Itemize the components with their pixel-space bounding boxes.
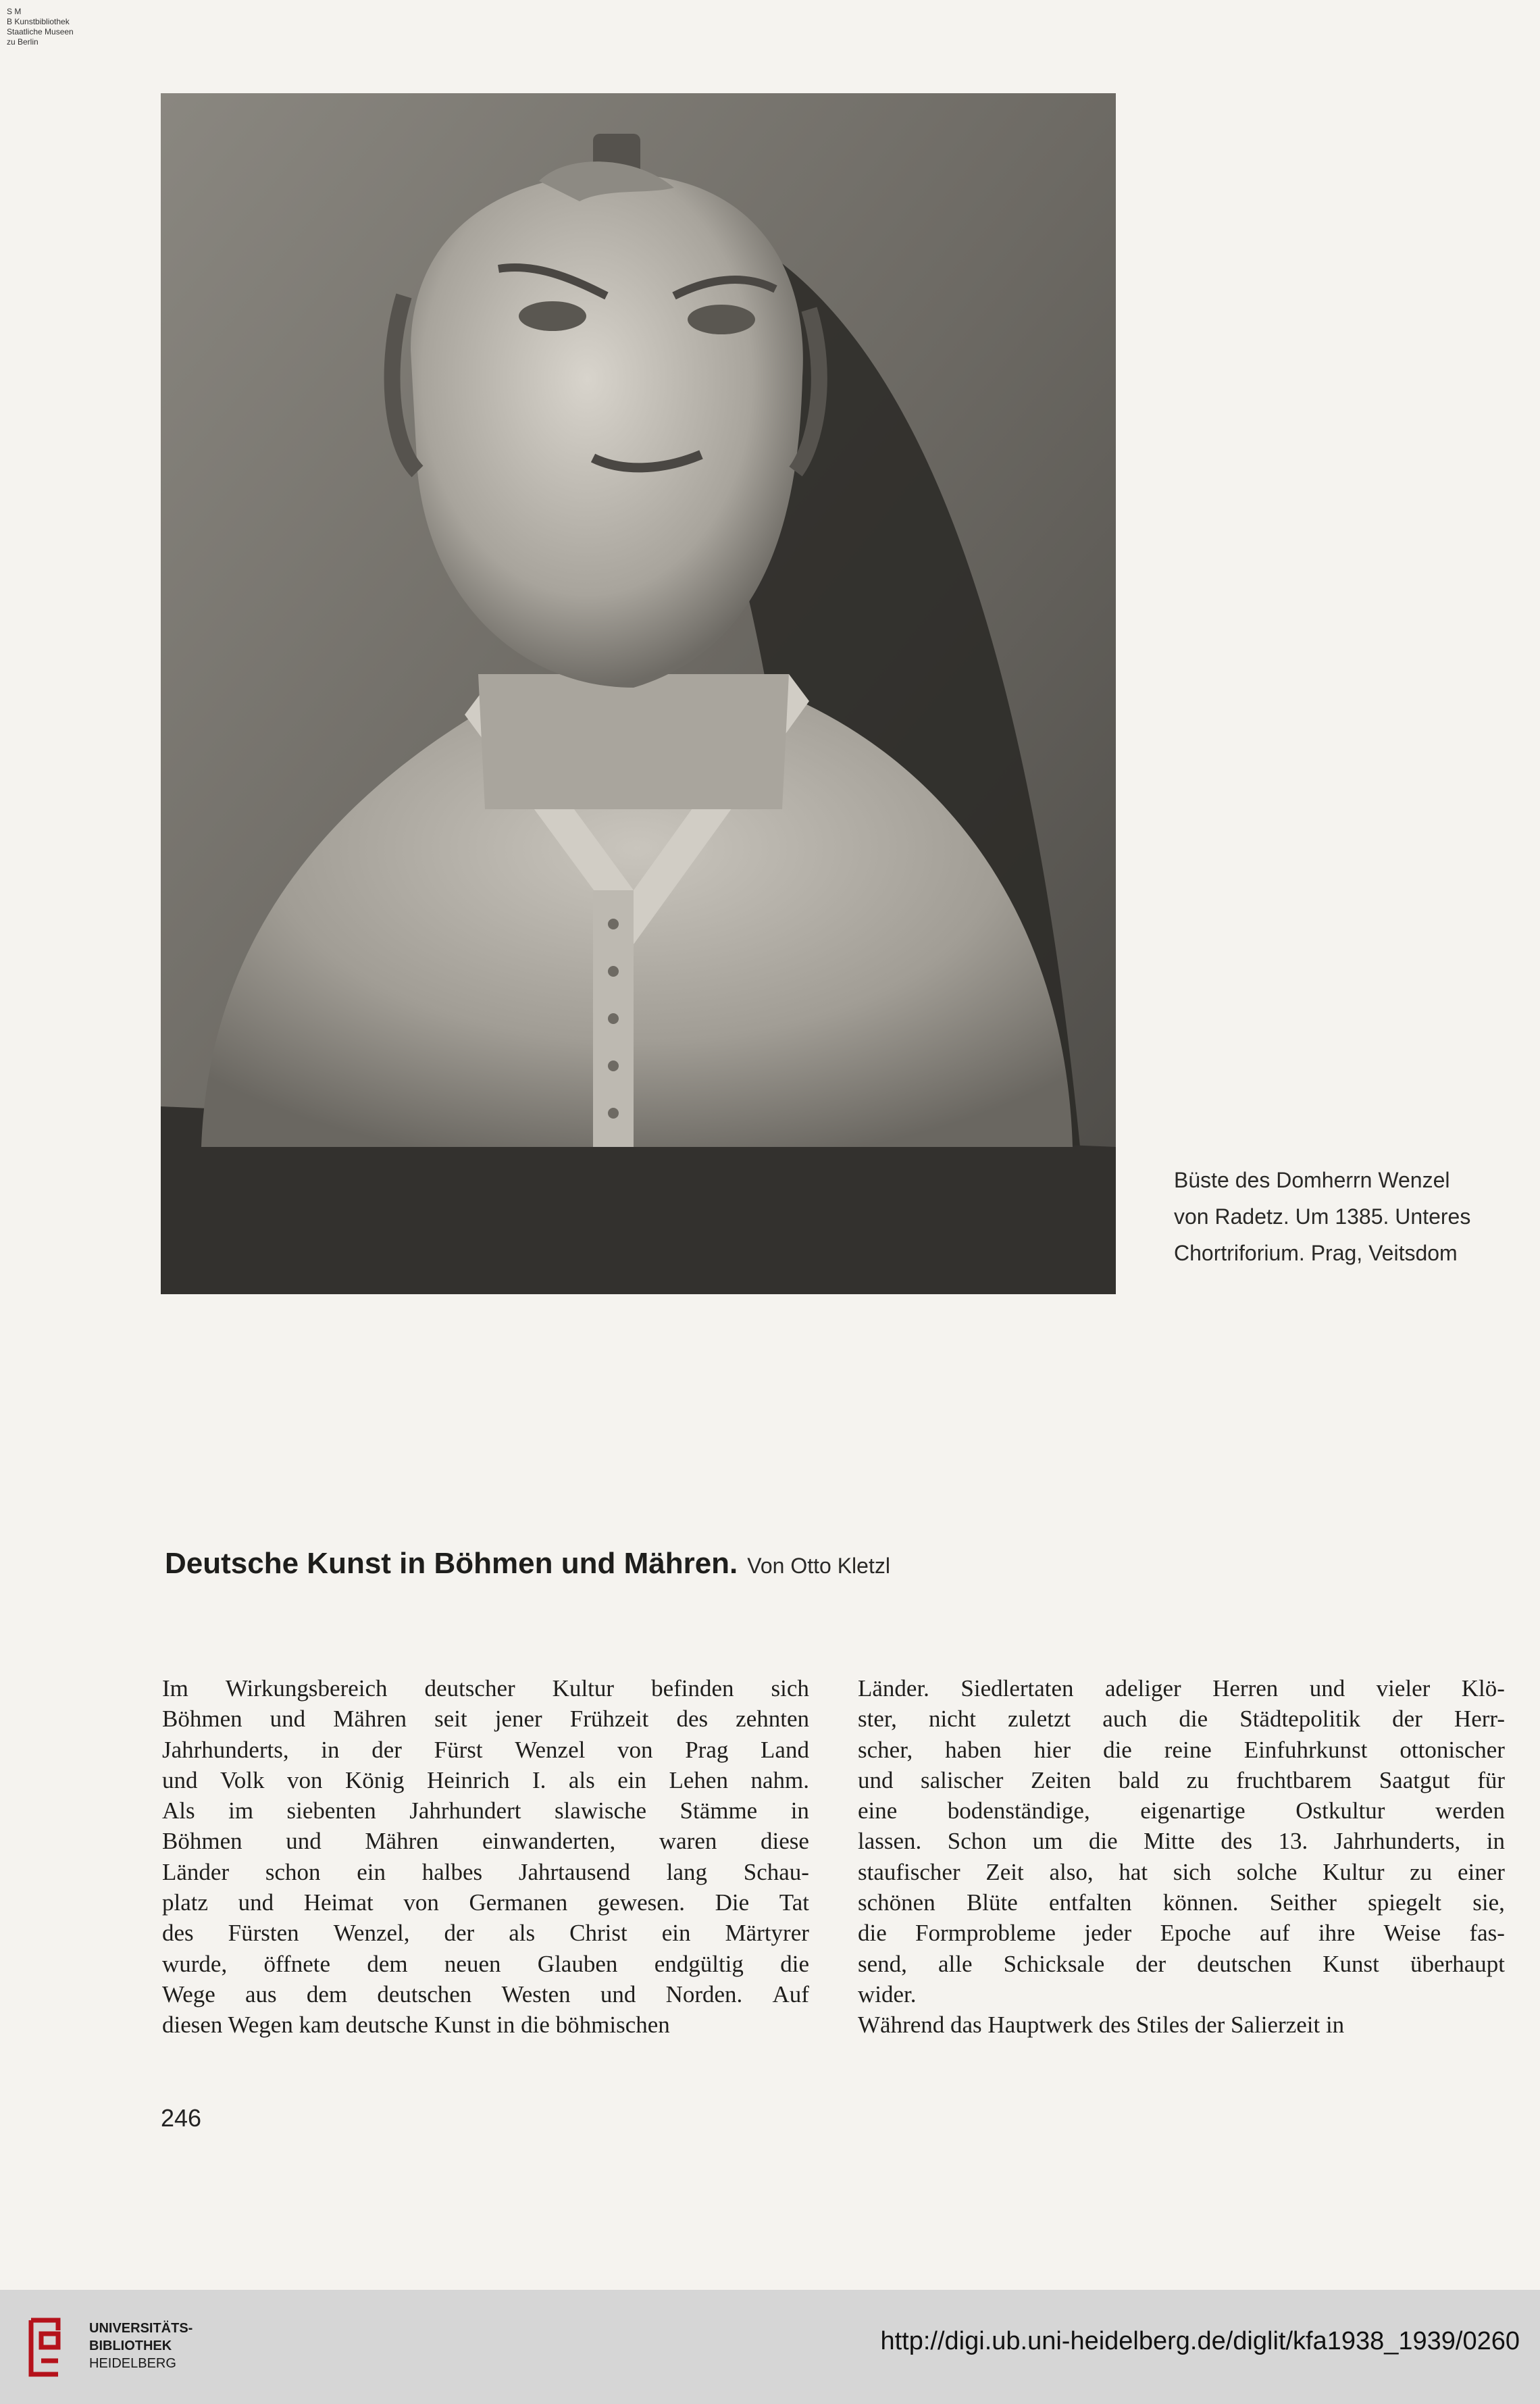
word: Wenzel [515,1736,586,1763]
word: Westen [501,1980,571,2007]
text-line [162,1887,809,1918]
word: können. [1162,1889,1239,1916]
word: und [238,1889,274,1916]
text-line [162,1704,809,1734]
word: ein [357,1858,386,1885]
word: haben [945,1736,1002,1763]
text-line [858,1979,1505,2010]
university-library-logo-icon [18,2310,72,2384]
word: ster, [858,1706,897,1733]
word: fas- [1469,1920,1505,1947]
word: sich [1173,1858,1212,1885]
word: Norden. [665,1980,743,2007]
text-line [162,1795,809,1826]
word: des [1221,1828,1253,1855]
word: Böhmen [162,1706,242,1733]
article-heading [165,1547,890,1581]
word: in [1486,1828,1505,1855]
word: diese [761,1828,809,1855]
library-name-line: HEIDELBERG [89,2356,176,2371]
word: Böhmen [162,1828,242,1855]
word: wider. [858,1980,917,2007]
word: Heimat [303,1889,374,1916]
text-column-left [162,1673,809,2041]
word: und [286,1828,322,1855]
word: Märtyrer [725,1920,809,1947]
word: Jahrhundert [409,1797,521,1824]
word: schönen [858,1889,935,1916]
word: und [1309,1675,1345,1702]
word: sie, [1472,1889,1505,1916]
word: werden [1435,1797,1505,1824]
word: Lehen [669,1766,728,1793]
text-line [858,1857,1505,1887]
word: Einfuhrkunst [1243,1736,1368,1763]
text-line [162,1735,809,1765]
word: von [287,1766,323,1793]
word: und [162,1766,198,1793]
word: Christ [569,1920,627,1947]
word: als [568,1766,595,1793]
text-line [162,1949,809,1979]
word: bodenständige, [947,1797,1090,1824]
word: Städtepolitik [1239,1706,1361,1733]
word: im [228,1797,254,1824]
word: nahm. [750,1766,809,1793]
word: Zeiten [1030,1766,1092,1793]
figure-caption [1174,1162,1525,1271]
word: lang [666,1858,708,1885]
word: die [1088,1828,1118,1855]
library-name-line: BIBLIOTHEK [89,2338,172,2353]
word: jener [494,1706,542,1733]
word: alle [938,1950,973,1977]
text-line [858,1918,1505,1948]
word: Wege [162,1980,215,2007]
word: sich [771,1675,809,1702]
bust-photograph [161,93,1116,1294]
word: platz [162,1889,209,1916]
word: auch [1102,1706,1148,1733]
word: einwanderten, [482,1828,616,1855]
library-name [89,2320,192,2372]
word: der [1135,1950,1166,1977]
word: zu [1410,1858,1433,1885]
text-line [858,2010,1505,2040]
bust-photograph-image [161,93,1116,1294]
text-line [162,1857,809,1887]
word: endgültig [654,1950,744,1977]
word: schon [265,1858,321,1885]
word: siebenten [286,1797,376,1824]
text-line [858,1735,1505,1765]
caption-line: Chortriforium. Prag, Veitsdom [1174,1241,1458,1265]
word: die [858,1920,887,1947]
word: Heinrich [427,1766,510,1793]
word: Formprobleme [915,1920,1056,1947]
word: Ostkultur [1295,1797,1385,1824]
word: des [676,1706,709,1733]
word: der [1392,1706,1422,1733]
word: Glauben [537,1950,618,1977]
word: zehnten [736,1706,809,1733]
text-line [858,1673,1505,1704]
word: Stämme [679,1797,758,1824]
word: Herr- [1454,1706,1505,1733]
word: nicht [928,1706,976,1733]
text-line [858,1704,1505,1734]
word: aus [245,1980,277,2007]
word: die [1179,1706,1208,1733]
word: Blüte [966,1889,1018,1916]
word: Volk [220,1766,265,1793]
word: Mähren [333,1706,407,1733]
text-line [162,1918,809,1948]
word: slawische [554,1797,647,1824]
stamp-line: zu Berlin [7,37,38,47]
page-number: 246 [161,2104,202,2132]
word: die [1103,1736,1132,1763]
caption-line: von Radetz. Um 1385. Unteres [1174,1204,1471,1229]
word: eigenartige [1140,1797,1246,1824]
word: ein [661,1920,691,1947]
word: der [444,1920,475,1947]
word: gewesen. [597,1889,686,1916]
text-line [858,1949,1505,1979]
word: I. [532,1766,546,1793]
word: staufischer [858,1858,960,1885]
word: bald [1118,1766,1160,1793]
source-url[interactable]: http://digi.ub.uni-heidelberg.de/diglit/kfa1938_1939/0260 [880,2327,1520,2355]
text-column-right [858,1673,1505,2041]
word: Schicksale [1003,1950,1105,1977]
word: Länder [162,1858,230,1885]
word: Klö- [1461,1675,1505,1702]
word: der [371,1736,402,1763]
word: Tat [779,1889,809,1916]
word: reine [1164,1736,1212,1763]
word: Jahrtausend [518,1858,631,1885]
word: Jahrhunderts, [162,1736,289,1763]
word: deutschen [1197,1950,1292,1977]
word: eine [858,1797,898,1824]
word: deutschen [377,1980,472,2007]
text-line [162,1826,809,1856]
word: in [321,1736,340,1763]
word: Herren [1212,1675,1279,1702]
text-line [858,1765,1505,1795]
word: 13. [1278,1828,1308,1855]
word: Kunst [1323,1950,1379,1977]
word: diesen Wegen kam deutsche Kunst in die böhmischen [162,2012,670,2039]
word: scher, [858,1736,913,1763]
word: lassen. [858,1828,922,1855]
word: und [270,1706,306,1733]
word: Mähren [365,1828,439,1855]
word: dem [306,1980,348,2007]
article-author: Von Otto Kletzl [747,1554,890,1578]
word: Siedlertaten [960,1675,1074,1702]
word: deutscher [424,1675,515,1702]
word: in [790,1797,809,1824]
word: befinden [651,1675,734,1702]
word: Auf [772,1980,809,2007]
text-line [162,1765,809,1795]
text-line [162,2010,809,2040]
word: neuen [444,1950,501,1977]
library-name-line: UNIVERSITÄTS- [89,2321,193,2336]
word: Länder. [858,1675,929,1702]
word: und [600,1980,636,2007]
word: salischer [921,1766,1004,1793]
word: hat [1119,1858,1148,1885]
word: entfalten [1049,1889,1132,1916]
footer-band [0,2290,1540,2404]
word: Im [162,1675,188,1702]
word: einer [1458,1858,1505,1885]
word: öffnete [263,1950,331,1977]
word: König [345,1766,405,1793]
word: seit [434,1706,467,1733]
word: und [858,1766,894,1793]
word: jeder [1084,1920,1132,1947]
word: zu [1186,1766,1209,1793]
word: Während das Hauptwerk des Stiles der Salierzeit in [858,2012,1345,2039]
word: Jahrhunderts, [1333,1828,1461,1855]
word: Mitte [1144,1828,1195,1855]
word: Die [715,1889,750,1916]
text-line [162,1673,809,1704]
word: Als [162,1797,195,1824]
word: also, [1049,1858,1094,1885]
word: Wenzel, [333,1920,410,1947]
word: als [509,1920,536,1947]
word: hier [1033,1736,1071,1763]
word: solche [1236,1858,1298,1885]
word: vieler [1376,1675,1431,1702]
text-line [858,1826,1505,1856]
word: Seither [1269,1889,1337,1916]
word: Kultur [1323,1858,1385,1885]
word: Fürst [434,1736,483,1763]
word: dem [367,1950,408,1977]
word: Kultur [552,1675,615,1702]
article-title: Deutsche Kunst in Böhmen und Mähren. [165,1547,738,1580]
word: für [1477,1766,1505,1793]
word: Zeit [985,1858,1024,1885]
word: send, [858,1950,907,1977]
word: halbes [421,1858,483,1885]
stamp-line: S M [7,7,22,16]
text-line [858,1887,1505,1918]
word: spiegelt [1368,1889,1442,1916]
caption-line: Büste des Domherrn Wenzel [1174,1168,1450,1192]
word: adeliger [1104,1675,1181,1702]
word: die [780,1950,809,1977]
word: Epoche [1160,1920,1231,1947]
word: Prag [685,1736,729,1763]
word: waren [659,1828,717,1855]
word: Fürsten [228,1920,299,1947]
word: wurde, [162,1950,228,1977]
word: Schon [947,1828,1007,1855]
word: überhaupt [1410,1950,1505,1977]
word: des [162,1920,194,1947]
stamp-line: Staatliche Museen [7,27,74,36]
word: zuletzt [1007,1706,1071,1733]
library-stamp [7,7,74,47]
word: Saatgut [1379,1766,1450,1793]
word: Schau- [743,1858,809,1885]
word: auf [1259,1920,1290,1947]
word: von [617,1736,653,1763]
text-line [162,1979,809,2010]
word: um [1032,1828,1063,1855]
word: von [403,1889,439,1916]
word: fruchtbarem [1236,1766,1352,1793]
word: Frühzeit [569,1706,649,1733]
word: Land [761,1736,809,1763]
word: ottonischer [1400,1736,1505,1763]
word: ein [617,1766,647,1793]
word: Weise [1383,1920,1441,1947]
word: Wirkungsbereich [225,1675,388,1702]
word: Germanen [469,1889,568,1916]
word: ihre [1318,1920,1356,1947]
stamp-line: B Kunstbibliothek [7,17,70,26]
text-line [858,1795,1505,1826]
